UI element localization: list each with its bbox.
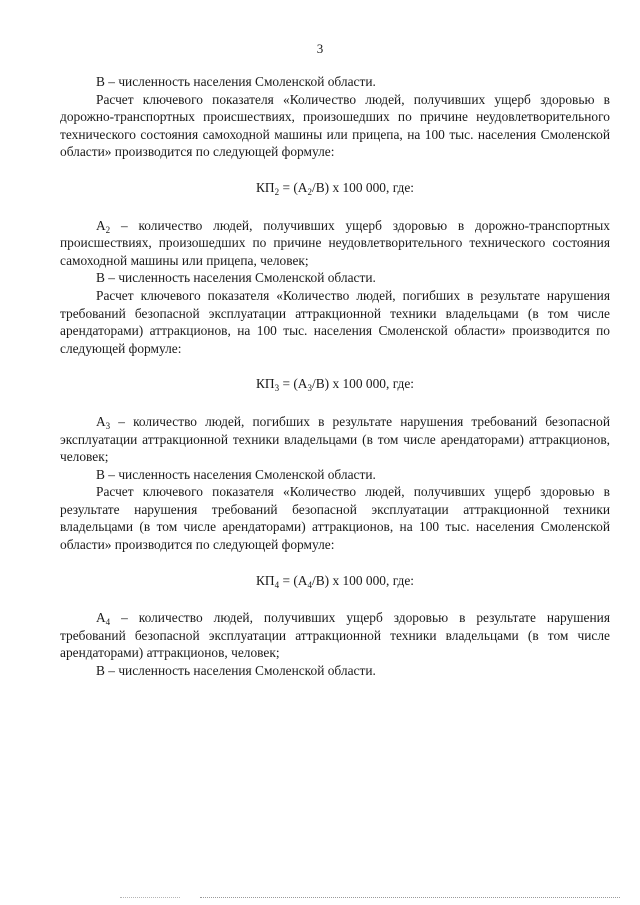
- paragraph-kp3-description: Расчет ключевого показателя «Количество людей, погибших в результате нарушения требований безопасной эксплуатации аттракционной техники владельцами (в том числе арендаторами) аттракционов, на 100 тыс. населения Смоленской области» производится по следующей формуле:: [60, 287, 610, 356]
- scan-artifact-line-left: [120, 897, 180, 898]
- paragraph-a4-definition: $А_4$ – количество людей, получивших ущерб здоровью в результате нарушения требований безопасной эксплуатации аттракционной техники владельцами (в том числе арендаторами) аттракционов, человек;: [60, 610, 610, 661]
- scan-artifact-line-right: [200, 897, 620, 898]
- paragraph-a2-definition: $А_2$ – количество людей, получивших ущерб здоровью в дорожно-транспортных происшествиях, произошедших по причине неудовлетворительного технического состояния самоходной машины или прицепа, человек;: [60, 217, 610, 268]
- formula-kp2: $КП_2 = (А_2/В)$ х 100 000, где:: [255, 179, 415, 197]
- formula-kp4: $КП_4 = (А_4/В)$ х 100 000, где:: [255, 572, 415, 590]
- page-number: 3: [316, 41, 324, 56]
- document-body: [60, 73, 610, 680]
- paragraph-kp4-description: Расчет ключевого показателя «Количество людей, получивших ущерб здоровью в результате нарушения требований безопасной эксплуатации аттракционной техники владельцами (в том числе арендаторами) аттракционов, на 100 тыс. населения Смоленской области» производится по следующей формуле:: [60, 484, 610, 553]
- paragraph-kp2-description: Расчет ключевого показателя «Количество людей, получивших ущерб здоровью в дорожно-транспортных происшествиях, произошедших по причине неудовлетворительного технического состояния самоходной машины или прицепа, на 100 тыс. населения Смоленской области» производится по следующей формуле:: [60, 91, 610, 160]
- paragraph-population-definition-1: В – численность населения Смоленской области.: [96, 74, 376, 89]
- paragraph-a3-definition: $А_3$ – количество людей, погибших в результате нарушения требований безопасной эксплуатации аттракционной техники владельцами (в том числе арендаторами) аттракционов, человек;: [60, 413, 610, 465]
- formula-kp3: $КП_3 = (А_3/В)$ х 100 000, где:: [255, 376, 415, 394]
- paragraph-population-definition-3: В – численность населения Смоленской области.: [96, 466, 376, 482]
- paragraph-population-definition-4: В – численность населения Смоленской области.: [96, 663, 376, 679]
- paragraph-population-definition-2: В – численность населения Смоленской области.: [96, 270, 376, 286]
